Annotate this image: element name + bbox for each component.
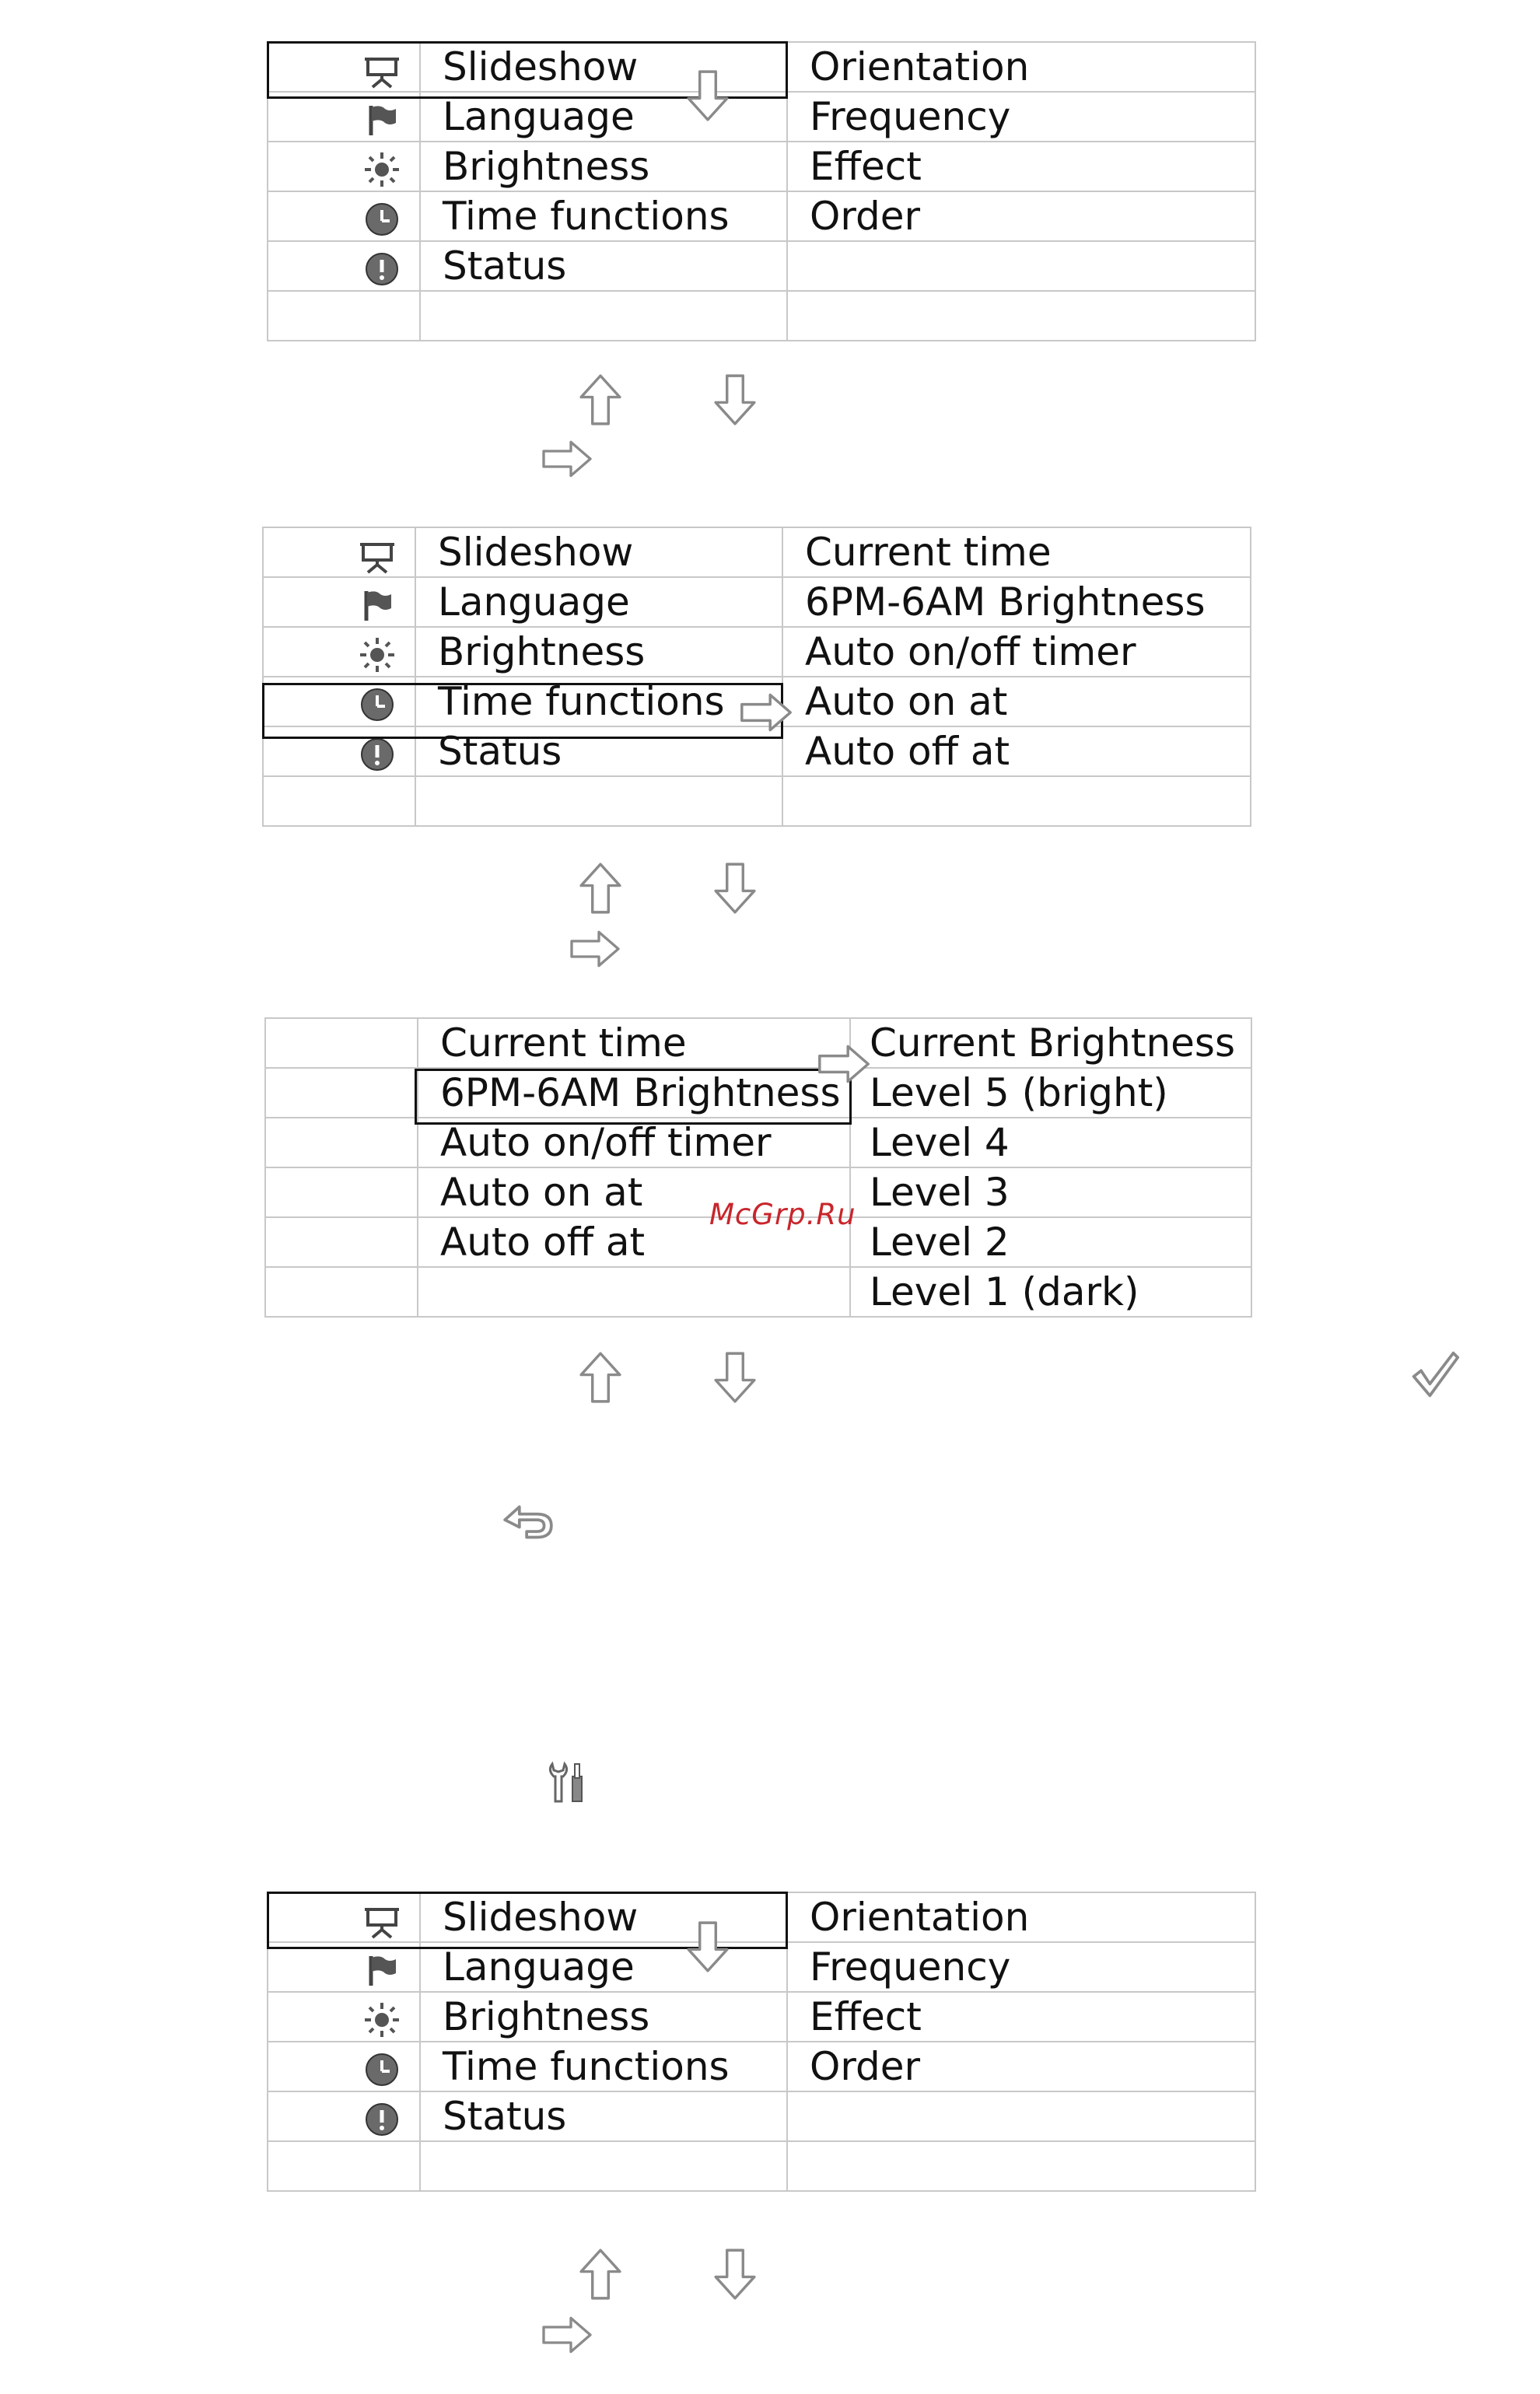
arrow-up-icon[interactable] [577,2246,624,2302]
menu-item-label[interactable]: Status [420,2091,787,2141]
arrow-right-icon[interactable] [539,439,595,478]
checkmark-icon[interactable] [1409,1347,1461,1402]
menu-item-label[interactable]: Auto off at [418,1217,850,1267]
menu-table-1 [267,41,1256,341]
menu-item-label[interactable]: Time functions [415,677,782,726]
menu-item-label[interactable]: Language [420,92,787,142]
menu-item-label[interactable]: Auto on/off timer [418,1118,850,1167]
menu-row[interactable] [263,627,1251,677]
clock-icon [359,2049,405,2090]
menu-item-label[interactable]: Status [420,241,787,291]
menu-item-label[interactable]: Language [415,577,782,627]
menu-item-label[interactable]: Auto on at [418,1167,850,1217]
submenu-item-label[interactable] [787,2091,1255,2141]
menu-item-label[interactable]: Current time [418,1018,850,1068]
menu-table-4 [267,1892,1256,2192]
menu-row[interactable] [263,577,1251,627]
menu-item-label[interactable]: Brightness [420,142,787,191]
arrow-down-icon[interactable] [712,1349,758,1405]
submenu-item-label[interactable]: Auto on/off timer [782,627,1251,677]
submenu-item-label[interactable]: Order [787,191,1255,241]
submenu-item-label[interactable]: Level 2 [850,1217,1251,1267]
menu-row[interactable] [268,2042,1255,2091]
menu-item-label[interactable]: Time functions [420,2042,787,2091]
menu-item-label[interactable]: Language [420,1942,787,1992]
arrow-down-icon [684,1915,731,1979]
clock-icon [359,199,405,240]
arrow-down-icon[interactable] [712,2246,758,2302]
menu-row[interactable] [268,1992,1255,2042]
menu-row[interactable] [265,1018,1251,1068]
menu-row[interactable] [268,2091,1255,2141]
menu-item-label[interactable]: Time functions [420,191,787,241]
info-icon [359,2099,405,2140]
submenu-item-label[interactable]: Orientation [787,42,1255,92]
menu-row[interactable] [265,1068,1251,1118]
menu-row-empty [268,2141,1255,2191]
menu-table-3 [264,1017,1252,1318]
slideshow-icon [359,1900,405,1941]
submenu-item-label[interactable]: 6PM-6AM Brightness [782,577,1251,627]
menu-row[interactable] [268,191,1255,241]
arrow-right-icon[interactable] [539,2315,595,2354]
submenu-item-label[interactable]: Level 5 (bright) [850,1068,1251,1118]
menu-item-label[interactable]: Slideshow [420,1892,787,1942]
submenu-item-label[interactable]: Effect [787,1992,1255,2042]
submenu-item-label[interactable]: Level 1 (dark) [850,1267,1251,1317]
info-icon [359,249,405,289]
clock-icon [354,684,401,725]
menu-row[interactable] [268,42,1255,92]
submenu-item-label[interactable]: Effect [787,142,1255,191]
arrow-up-icon[interactable] [577,1349,624,1405]
menu-row[interactable] [268,92,1255,142]
menu-table-2 [262,527,1251,827]
menu-item-label[interactable]: Brightness [420,1992,787,2042]
submenu-item-label[interactable]: Level 4 [850,1118,1251,1167]
submenu-item-label[interactable]: Auto on at [782,677,1251,726]
arrow-up-icon[interactable] [577,860,624,916]
flag-icon [354,585,401,625]
brightness-icon [359,149,405,190]
info-icon [354,734,401,775]
slideshow-icon [354,535,401,576]
arrow-down-icon[interactable] [712,860,758,916]
menu-row-empty [263,776,1251,826]
submenu-item-label[interactable] [787,241,1255,291]
menu-row-empty [268,291,1255,341]
submenu-item-label[interactable]: Orientation [787,1892,1255,1942]
menu-row[interactable] [268,241,1255,291]
menu-row[interactable] [263,726,1251,776]
menu-row[interactable] [268,1942,1255,1992]
menu-row[interactable] [268,1892,1255,1942]
arrow-up-icon[interactable] [577,372,624,428]
flag-icon [359,100,405,140]
slideshow-icon [359,50,405,90]
arrow-right-icon [814,1044,873,1084]
menu-row[interactable] [263,527,1251,577]
menu-item-label[interactable]: Slideshow [415,527,782,577]
arrow-right-icon[interactable] [567,929,623,968]
submenu-item-label[interactable]: Frequency [787,1942,1255,1992]
menu-item-label[interactable]: Slideshow [420,42,787,92]
menu-item-label[interactable]: Brightness [415,627,782,677]
menu-item-label[interactable]: 6PM-6AM Brightness [418,1068,850,1118]
brightness-icon [359,2000,405,2040]
arrow-down-icon [684,64,731,128]
back-icon[interactable] [498,1500,558,1543]
menu-item-label [418,1267,850,1317]
flag-icon [359,1950,405,1990]
submenu-item-label[interactable]: Auto off at [782,726,1251,776]
menu-item-label[interactable]: Status [415,726,782,776]
brightness-icon [354,635,401,675]
arrow-right-icon [737,692,796,733]
submenu-item-label[interactable]: Current Brightness [850,1018,1251,1068]
submenu-item-label[interactable]: Order [787,2042,1255,2091]
submenu-item-label[interactable]: Current time [782,527,1251,577]
settings-icon[interactable] [544,1759,591,1806]
arrow-down-icon[interactable] [712,372,758,428]
submenu-item-label[interactable]: Level 3 [850,1167,1251,1217]
menu-row[interactable] [265,1267,1251,1317]
watermark: McGrp.Ru [709,1198,856,1231]
menu-row[interactable] [265,1118,1251,1167]
menu-row[interactable] [268,142,1255,191]
submenu-item-label[interactable]: Frequency [787,92,1255,142]
